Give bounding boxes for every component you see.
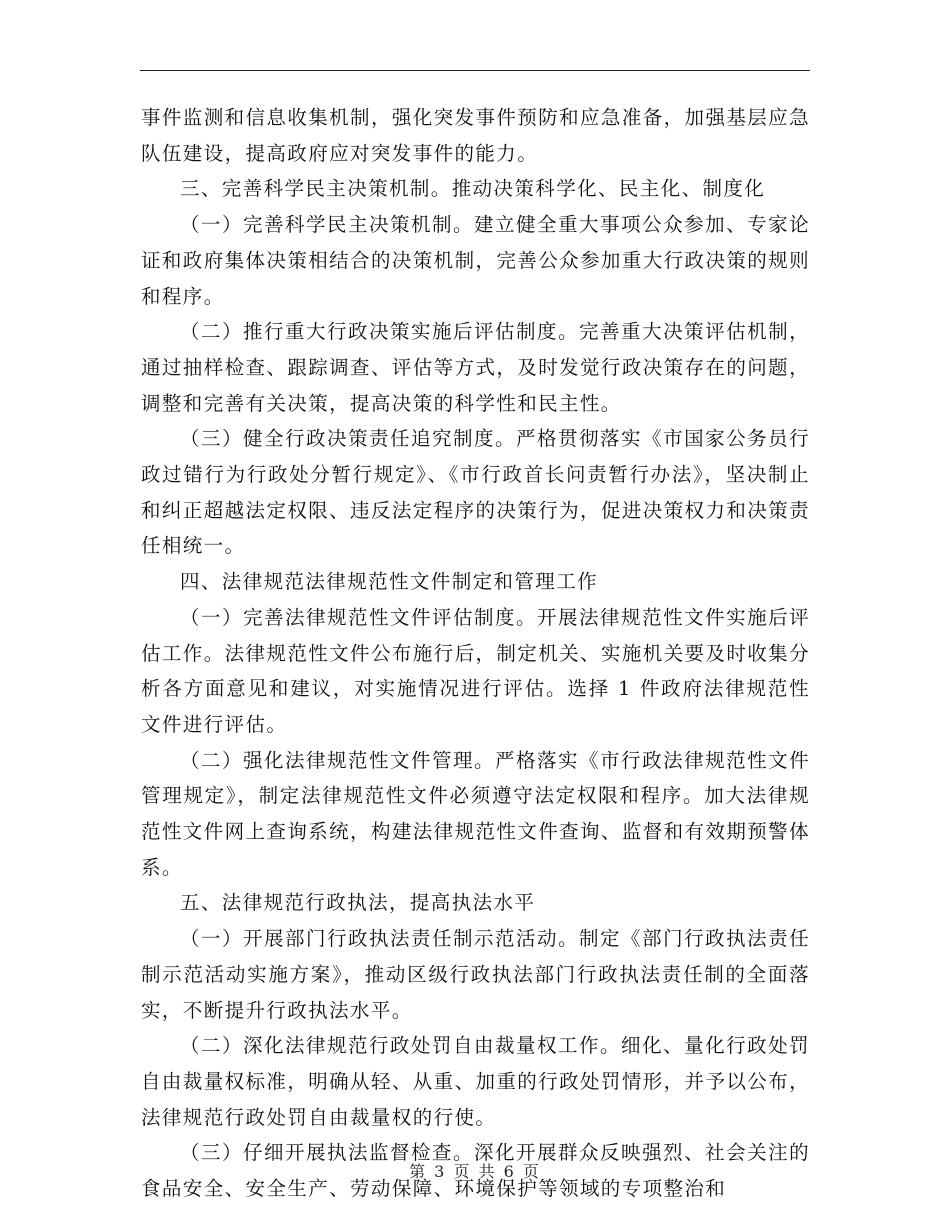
header-rule [140, 70, 810, 71]
paragraph-3-2: （二）推行重大行政决策实施后评估制度。完善重大决策评估机制，通过抽样检查、跟踪调查、评估等方式，及时发觉行政决策存在的问题，调整和完善有关决策，提高决策的科学性和民主性。 [141, 320, 810, 415]
section-heading-5: 五、法律规范行政执法，提高执法水平 [180, 891, 536, 915]
page-number-footer: 第 3 页 共 6 页 [409, 1162, 541, 1181]
section-heading-3: 三、完善科学民主决策机制。推动决策科学化、民主化、制度化 [180, 177, 766, 201]
paragraph-5-1: （一）开展部门行政执法责任制示范活动。制定《部门行政执法责任制示范活动实施方案》，推动区级行政执法部门行政执法责任制的全面落实，不断提升行政执法水平。 [141, 927, 810, 1022]
paragraph-4-2: （二）强化法律规范性文件管理。严格落实《市行政法律规范性文件管理规定》，制定法律规范性文件必须遵守法定权限和程序。加大法律规范性文件网上查询系统，构建法律规范性文件查询、监督和有效期预警体系。 [141, 748, 810, 879]
paragraph-3-1: （一）完善科学民主决策机制。建立健全重大事项公众参加、专家论证和政府集体决策相结合的决策机制，完善公众参加重大行政决策的规则和程序。 [141, 213, 810, 308]
document-body [141, 100, 810, 1207]
section-heading-4: 四、法律规范法律规范性文件制定和管理工作 [180, 570, 599, 594]
paragraph-continuation: 事件监测和信息收集机制，强化突发事件预防和应急准备，加强基层应急队伍建设，提高政府应对突发事件的能力。 [141, 106, 810, 165]
paragraph-3-3: （三）健全行政决策责任追究制度。严格贯彻落实《市国家公务员行政过错行为行政处分暂行规定》、《市行政首长问责暂行办法》，坚决制止和纠正超越法定权限、违反法定程序的决策行为，促进决策权力和决策责任相统一。 [141, 427, 810, 558]
paragraph-5-2: （二）深化法律规范行政处罚自由裁量权工作。细化、量化行政处罚自由裁量权标准，明确从轻、从重、加重的行政处罚情形，并予以公布，法律规范行政处罚自由裁量权的行使。 [141, 1034, 810, 1129]
paragraph-5-3: （三）仔细开展执法监督检查。深化开展群众反映强烈、社会关注的食品安全、安全生产、劳动保障、环境保护等领域的专项整治和 [141, 1141, 810, 1201]
paragraph-4-1: （一）完善法律规范性文件评估制度。开展法律规范性文件实施后评估工作。法律规范性文件公布施行后，制定机关、实施机关要及时收集分析各方面意见和建议，对实施情况进行评估。选择 1 件政府法律规范性文件进行评估。 [141, 605, 810, 736]
